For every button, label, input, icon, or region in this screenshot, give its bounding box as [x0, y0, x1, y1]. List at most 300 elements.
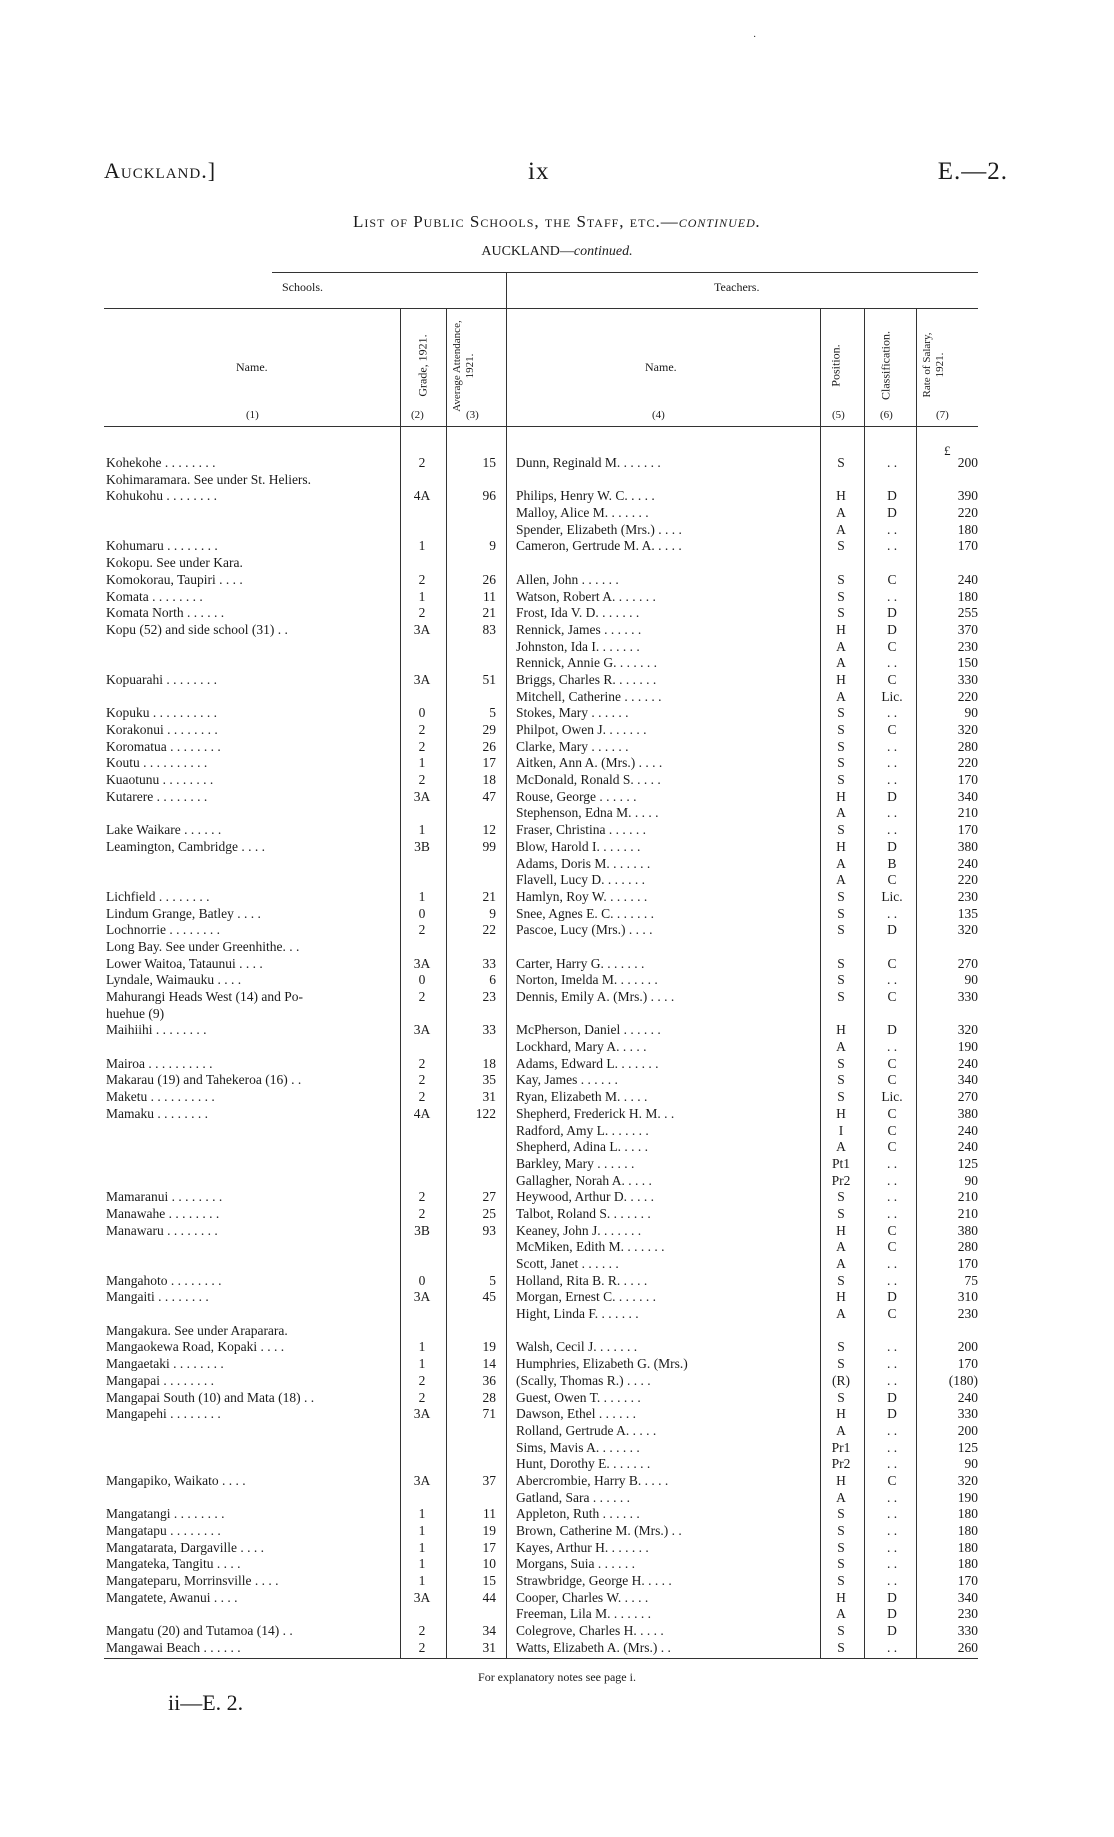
table-row	[0, 1273, 1114, 1290]
classification: D	[887, 1022, 897, 1038]
attendance: 25	[482, 1205, 496, 1221]
teacher-name: Freeman, Lila M. . . . . . .	[516, 1606, 651, 1622]
position: S	[837, 1089, 845, 1105]
classification: . .	[886, 1639, 898, 1655]
table-row	[0, 572, 1114, 589]
salary: 270	[957, 1089, 978, 1105]
classification: . .	[886, 755, 898, 771]
grade: 3A	[413, 955, 431, 971]
classification: . .	[886, 1506, 898, 1522]
position: S	[837, 755, 845, 771]
salary: 260	[957, 1639, 978, 1655]
position: H	[836, 1406, 846, 1422]
school-name: Korakonui . . . . . . . .	[106, 722, 218, 737]
attendance: 26	[482, 738, 496, 754]
teacher-name: Rennick, Annie G. . . . . . .	[516, 655, 657, 671]
position: S	[837, 455, 845, 470]
salary: 230	[957, 1606, 978, 1622]
grade: 3A	[413, 788, 431, 804]
classification: . .	[886, 772, 898, 788]
table-row	[0, 755, 1114, 772]
teacher-name: Heywood, Arthur D. . . . .	[516, 1189, 654, 1205]
teacher-name: Morgans, Suia . . . . . .	[516, 1556, 636, 1572]
position: S	[837, 1339, 845, 1355]
classification: . .	[886, 972, 898, 988]
salary: 220	[957, 872, 978, 888]
position: S	[837, 1389, 845, 1405]
classification: . .	[886, 1172, 898, 1188]
position: S	[837, 772, 845, 788]
grade: 2	[418, 1623, 426, 1639]
school-name: Kohukohu . . . . . . . .	[106, 488, 217, 504]
classification: Lic.	[881, 888, 903, 904]
salary: 330	[957, 671, 978, 687]
classification: . .	[886, 1155, 898, 1171]
attendance: 18	[482, 1055, 496, 1071]
classification: . .	[886, 1539, 898, 1555]
salary: 220	[957, 505, 978, 521]
classification: D	[887, 838, 897, 854]
grade: 3A	[413, 1589, 431, 1605]
grade: 2	[418, 605, 426, 621]
position: A	[836, 872, 846, 888]
table-row	[0, 889, 1114, 906]
table-row	[0, 922, 1114, 939]
position: A	[836, 688, 846, 704]
table-row	[0, 872, 1114, 889]
school-name: Mangateparu, Morrinsville . . . .	[106, 1573, 279, 1589]
salary: 230	[957, 1306, 978, 1322]
school-name: Lichfield . . . . . . . .	[106, 888, 210, 904]
colnum-4: (4)	[652, 409, 665, 421]
teacher-name: Guest, Owen T. . . . . . .	[516, 1389, 641, 1405]
table-row	[0, 956, 1114, 973]
attendance: 15	[482, 1573, 496, 1589]
teacher-name: McMiken, Edith M. . . . . . .	[516, 1239, 665, 1255]
classification: C	[887, 671, 897, 687]
teacher-name: Keaney, John J. . . . . . .	[516, 1222, 642, 1238]
position: A	[836, 855, 846, 871]
salary: 210	[957, 1189, 978, 1205]
colnum-5: (5)	[832, 409, 845, 421]
classification: C	[887, 1472, 897, 1488]
position: S	[837, 1556, 845, 1572]
salary: 320	[957, 922, 978, 938]
teacher-name: Dennis, Emily A. (Mrs.) . . . .	[516, 989, 675, 1004]
classification: C	[887, 1139, 897, 1155]
teacher-name: Kayes, Arthur H. . . . . . .	[516, 1539, 649, 1555]
classification: . .	[886, 538, 898, 554]
classification: C	[887, 571, 897, 587]
school-name: Kokopu. See under Kara.	[106, 555, 243, 571]
table-row	[0, 522, 1114, 539]
position: A	[836, 1606, 846, 1622]
teacher-name: Cooper, Charles W. . . . .	[516, 1589, 649, 1605]
position: Pr1	[831, 1439, 851, 1455]
grade: 2	[418, 1055, 426, 1071]
salary: 180	[957, 1506, 978, 1522]
attendance: 47	[482, 788, 496, 804]
table-row	[0, 906, 1114, 923]
table-row	[0, 1356, 1114, 1373]
header-right: E.—2.	[937, 158, 1008, 185]
classification: . .	[886, 1205, 898, 1221]
top-rule	[272, 272, 978, 273]
school-name: Maketu . . . . . . . . . .	[106, 1089, 215, 1105]
school-name: Mangaokewa Road, Kopaki . . . .	[106, 1339, 285, 1355]
classification: D	[887, 605, 897, 621]
table-row	[0, 839, 1114, 856]
salary: 90	[964, 972, 978, 988]
school-name: Kohimaramara. See under St. Heliers.	[106, 471, 312, 487]
teacher-name: Stokes, Mary . . . . . .	[516, 705, 629, 721]
salary: 90	[964, 1172, 978, 1188]
attendance: 11	[483, 1506, 496, 1522]
position: A	[836, 638, 846, 654]
salary: 370	[957, 621, 978, 637]
position: S	[837, 1573, 845, 1589]
classification: . .	[886, 455, 898, 470]
salary: 240	[957, 1055, 978, 1071]
salary: 330	[957, 1623, 978, 1639]
grade: 2	[418, 722, 426, 737]
classification: Lic.	[881, 688, 903, 704]
school-name: Mangakura. See under Araparara.	[106, 1322, 288, 1338]
salary: 240	[957, 855, 978, 871]
attendance: 31	[482, 1639, 496, 1655]
position: S	[837, 922, 845, 938]
position: A	[836, 521, 846, 537]
teacher-name: Gatland, Sara . . . . . .	[516, 1489, 630, 1505]
table-row	[0, 972, 1114, 989]
grade: 2	[418, 571, 426, 587]
classification: D	[887, 621, 897, 637]
classification: C	[887, 1072, 897, 1088]
salary: 90	[964, 705, 978, 721]
table-row	[0, 822, 1114, 839]
attendance: 19	[482, 1523, 496, 1538]
position: S	[837, 905, 845, 921]
salary: 240	[957, 571, 978, 587]
salary: 180	[957, 588, 978, 604]
salary: 200	[957, 455, 978, 470]
classification: C	[887, 872, 897, 888]
teacher-name: Colegrove, Charles H. . . . .	[516, 1623, 664, 1639]
attendance: 45	[482, 1289, 496, 1305]
schools-table-body	[0, 455, 1114, 1657]
salary: 230	[957, 888, 978, 904]
school-name: Kutarere . . . . . . . .	[106, 788, 208, 804]
teacher-name: Norton, Imelda M. . . . . . .	[516, 972, 658, 988]
bottom-rule	[104, 1658, 978, 1659]
position: A	[836, 1039, 846, 1055]
school-name: Komata North . . . . . .	[106, 605, 225, 621]
table-row	[0, 1156, 1114, 1173]
title-cont: continued.	[678, 212, 761, 231]
classification: D	[887, 1389, 897, 1405]
grade: 2	[418, 1072, 426, 1088]
table-row	[0, 1139, 1114, 1156]
position: S	[837, 588, 845, 604]
colnum-7: (7)	[936, 409, 949, 421]
position: S	[837, 1189, 845, 1205]
school-name: Mangapiko, Waikato . . . .	[106, 1472, 246, 1488]
teacher-name: Brown, Catherine M. (Mrs.) . .	[516, 1523, 682, 1538]
teacher-name: Pascoe, Lucy (Mrs.) . . . .	[516, 922, 653, 938]
teacher-name: Hunt, Dorothy E. . . . . . .	[516, 1456, 651, 1472]
position: S	[837, 1523, 845, 1538]
school-name: Manawaru . . . . . . . .	[106, 1222, 218, 1238]
position: A	[836, 1139, 846, 1155]
teacher-name: Johnston, Ida I. . . . . . .	[516, 638, 640, 654]
position: A	[836, 1239, 846, 1255]
table-row	[0, 589, 1114, 606]
teacher-name: Appleton, Ruth . . . . . .	[516, 1506, 640, 1522]
table-row	[0, 1423, 1114, 1440]
classification: . .	[886, 1372, 898, 1388]
position: H	[836, 488, 846, 504]
classification: . .	[886, 1189, 898, 1205]
position: H	[836, 1589, 846, 1605]
classification: Lic.	[881, 1089, 903, 1105]
position: S	[837, 605, 845, 621]
attendance: 83	[482, 621, 496, 637]
position: H	[836, 838, 846, 854]
position: A	[836, 1306, 846, 1322]
grade: 2	[418, 1189, 426, 1205]
classification: . .	[886, 1039, 898, 1055]
school-name: Mangatapu . . . . . . . .	[106, 1523, 221, 1538]
attendance: 122	[475, 1105, 496, 1121]
salary: 320	[957, 1022, 978, 1038]
attendance: 10	[482, 1556, 496, 1572]
grade: 2	[418, 1389, 426, 1405]
teacher-name: Philpot, Owen J. . . . . . .	[516, 722, 647, 737]
salary: 135	[957, 905, 978, 921]
teacher-name: Morgan, Ernest C. . . . . . .	[516, 1289, 656, 1305]
teacher-name: Rennick, James . . . . . .	[516, 621, 642, 637]
position: S	[837, 571, 845, 587]
table-row	[0, 1339, 1114, 1356]
table-row	[0, 722, 1114, 739]
attendance: 11	[483, 588, 496, 604]
grade: 3A	[413, 671, 431, 687]
position: S	[837, 705, 845, 721]
teacher-name: Rouse, George . . . . . .	[516, 788, 637, 804]
table-row	[0, 639, 1114, 656]
position: S	[837, 538, 845, 554]
classification: D	[887, 922, 897, 938]
attendance: 26	[482, 571, 496, 587]
classification: C	[887, 638, 897, 654]
teacher-name: Malloy, Alice M. . . . . . .	[516, 505, 649, 521]
classification: . .	[886, 1556, 898, 1572]
attendance: 34	[482, 1623, 496, 1639]
grade: 1	[418, 1356, 426, 1372]
teacher-name: Stephenson, Edna M. . . . .	[516, 805, 659, 821]
position: H	[836, 621, 846, 637]
teacher-name: Clarke, Mary . . . . . .	[516, 738, 629, 754]
position: S	[837, 1272, 845, 1288]
grade: 2	[418, 1639, 426, 1655]
classification: . .	[886, 655, 898, 671]
table-row	[0, 1039, 1114, 1056]
classification: C	[887, 1055, 897, 1071]
attendance: 29	[482, 722, 496, 737]
classification: D	[887, 488, 897, 504]
school-name: Lochnorrie . . . . . . . .	[106, 922, 220, 938]
col-teacher-name: Name.	[645, 360, 677, 374]
grade: 1	[418, 1573, 426, 1589]
table-row	[0, 605, 1114, 622]
table-row	[0, 1173, 1114, 1190]
salary: 75	[964, 1272, 978, 1288]
title-main: List of Public Schools, the Staff, etc.—	[353, 212, 679, 231]
table-row	[0, 1573, 1114, 1590]
colnum-6: (6)	[880, 409, 893, 421]
grade: 2	[418, 989, 426, 1004]
teacher-name: Radford, Amy L. . . . . . .	[516, 1122, 649, 1138]
school-name: Mangapehi . . . . . . . .	[106, 1406, 221, 1422]
salary: 180	[957, 1539, 978, 1555]
attendance: 17	[482, 1539, 496, 1555]
grade: 2	[418, 922, 426, 938]
teacher-name: Rolland, Gertrude A. . . . .	[516, 1422, 657, 1438]
school-name: huehue (9)	[106, 1005, 165, 1021]
position: A	[836, 655, 846, 671]
classification: D	[887, 1406, 897, 1422]
salary: 190	[957, 1039, 978, 1055]
classification: C	[887, 1306, 897, 1322]
attendance: 71	[482, 1406, 496, 1422]
salary: 270	[957, 955, 978, 971]
grade: 2	[418, 455, 426, 470]
school-name: Mahurangi Heads West (14) and Po-	[106, 989, 303, 1004]
attendance: 19	[482, 1339, 496, 1355]
salary: 340	[957, 1072, 978, 1088]
classification: . .	[886, 1489, 898, 1505]
grade: 3B	[414, 1222, 430, 1238]
salary: 220	[957, 688, 978, 704]
table-row	[0, 1440, 1114, 1457]
teacher-name: Frost, Ida V. D. . . . . . .	[516, 605, 640, 621]
table-row	[0, 789, 1114, 806]
salary: 280	[957, 738, 978, 754]
school-name: Lower Waitoa, Tataunui . . . .	[106, 955, 263, 971]
classification: . .	[886, 1356, 898, 1372]
position: A	[836, 1489, 846, 1505]
table-row	[0, 622, 1114, 639]
table-row	[0, 1640, 1114, 1657]
salary: 190	[957, 1489, 978, 1505]
salary: 380	[957, 838, 978, 854]
teacher-name: McPherson, Daniel . . . . . .	[516, 1022, 661, 1038]
classification: B	[887, 855, 897, 871]
table-row	[0, 705, 1114, 722]
table-row	[0, 1072, 1114, 1089]
position: A	[836, 1422, 846, 1438]
school-name: Koutu . . . . . . . . . .	[106, 755, 208, 771]
salary: 380	[957, 1222, 978, 1238]
school-name: Mangawai Beach . . . . . .	[106, 1639, 241, 1655]
salary: 170	[957, 1356, 978, 1372]
salary: 320	[957, 722, 978, 737]
table-row	[0, 672, 1114, 689]
teacher-name: Holland, Rita B. R. . . . .	[516, 1272, 648, 1288]
position: A	[836, 505, 846, 521]
salary: 310	[957, 1289, 978, 1305]
school-name: Mangapai . . . . . . . .	[106, 1372, 214, 1388]
classification: C	[887, 1222, 897, 1238]
teacher-name: Gallagher, Norah A. . . . .	[516, 1172, 652, 1188]
teacher-name: Scott, Janet . . . . . .	[516, 1256, 619, 1271]
position: H	[836, 788, 846, 804]
table-row	[0, 1089, 1114, 1106]
attendance: 21	[482, 888, 496, 904]
table-row	[0, 1490, 1114, 1507]
school-name: Mangapai South (10) and Mata (18) . .	[106, 1389, 315, 1405]
school-name: Lyndale, Waimauku . . . .	[106, 972, 242, 988]
classification: . .	[886, 1573, 898, 1589]
table-row	[0, 1056, 1114, 1073]
grade: 0	[418, 905, 426, 921]
attendance: 15	[482, 455, 496, 470]
attendance: 33	[482, 955, 496, 971]
teacher-name: Dunn, Reginald M. . . . . . .	[516, 455, 661, 470]
classification: . .	[886, 588, 898, 604]
table-row	[0, 1590, 1114, 1607]
teacher-name: Briggs, Charles R. . . . . . .	[516, 671, 657, 687]
table-row	[0, 1456, 1114, 1473]
grade: 3A	[413, 1406, 431, 1422]
subtitle-cont: continued.	[573, 244, 633, 259]
table-row	[0, 1540, 1114, 1557]
teacher-name: Ryan, Elizabeth M. . . . .	[516, 1089, 648, 1105]
position: Pr2	[831, 1456, 851, 1472]
table-row	[0, 1206, 1114, 1223]
teacher-name: Adams, Doris M. . . . . . .	[516, 855, 651, 871]
position: S	[837, 888, 845, 904]
position: S	[837, 1639, 845, 1655]
table-row	[0, 505, 1114, 522]
grade: 1	[418, 1339, 426, 1355]
grade: 4A	[413, 488, 431, 504]
grade: 0	[418, 972, 426, 988]
school-name: Mangaiti . . . . . . . .	[106, 1289, 209, 1305]
attendance: 28	[482, 1389, 496, 1405]
grade: 3B	[414, 838, 430, 854]
salary: 240	[957, 1389, 978, 1405]
col-grade: Grade, 1921.	[415, 334, 430, 397]
classification: . .	[886, 738, 898, 754]
attendance: 31	[482, 1089, 496, 1105]
salary: 180	[957, 1523, 978, 1538]
grade: 3A	[413, 1022, 431, 1038]
table-row	[0, 1556, 1114, 1573]
table-row	[0, 1006, 1114, 1023]
classification: . .	[886, 1256, 898, 1271]
attendance: 21	[482, 605, 496, 621]
school-name: Kopu (52) and side school (31) . .	[106, 621, 288, 637]
position: (R)	[832, 1372, 850, 1388]
grade: 2	[418, 772, 426, 788]
classification: . .	[886, 1439, 898, 1455]
school-name: Mangahoto . . . . . . . .	[106, 1272, 222, 1288]
salary: 240	[957, 1139, 978, 1155]
school-name: Kohekohe . . . . . . . .	[106, 455, 216, 470]
teacher-name: Watson, Robert A. . . . . . .	[516, 588, 656, 604]
classification: C	[887, 1239, 897, 1255]
